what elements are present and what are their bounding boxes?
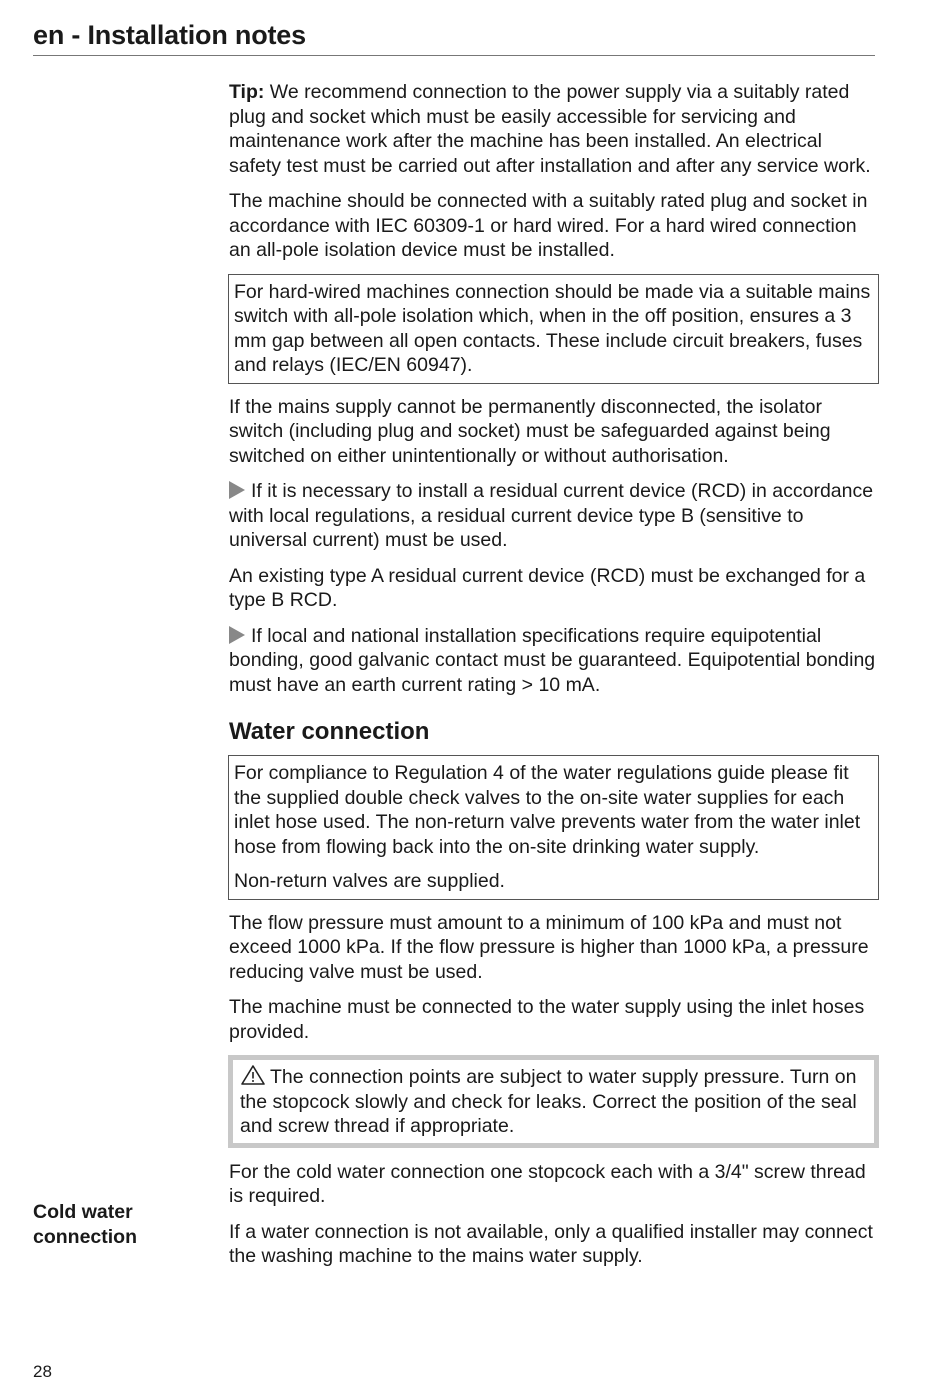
- arrow-icon: [229, 481, 245, 499]
- cold-water-side-label: Cold water connection: [33, 1201, 138, 1248]
- main-content: [229, 80, 879, 1280]
- tip-label: Tip:: [229, 81, 265, 103]
- connection-paragraph: The machine should be connected with a suitably rated plug and socket in accordance with IEC 60309-1 or hard wired. For a hard wired connection an all-pole isolation device must be installed.: [229, 190, 868, 261]
- warning-box: [228, 1055, 879, 1148]
- arrow-icon: [229, 626, 245, 644]
- isolator-paragraph: If the mains supply cannot be permanently disconnected, the isolator switch (including plug and socket) must be safeguarded against being switched on either unintentionally or without authorisation.: [229, 395, 831, 467]
- hardwired-note-box: [228, 274, 879, 384]
- warning-text: The connection points are subject to water supply pressure. Turn on the stopcock slowly and check for leaks. Correct the position of the seal and screw thread if appropriate.: [240, 1066, 857, 1137]
- page-number: 28: [33, 1362, 52, 1381]
- page-header: [33, 20, 875, 56]
- warning-triangle-icon: [240, 1064, 266, 1086]
- hoses-paragraph: The machine must be connected to the water supply using the inlet hoses provided.: [229, 996, 865, 1043]
- water-connection-heading: Water connection: [229, 718, 430, 745]
- regulation-note-text: For compliance to Regulation 4 of the water regulations guide please fit the supplied double check valves to the on-site water supplies for each inlet hose used. The non-return valve prevents water from the water inlet hose from flowing back into the on-site drinking water supply.: [234, 762, 861, 858]
- regulation-note-box: [228, 755, 879, 900]
- tip-text: We recommend connection to the power supply via a suitably rated plug and socket which must be easily accessible for servicing and maintenance work after the machine has been installed. An electrical safety test must be carried out after installation and after any service work.: [229, 81, 871, 177]
- rcd-text: If it is necessary to install a residual current device (RCD) in accordance with local regulations, a residual current device type B (sensitive to universal current) must be used.: [229, 480, 874, 551]
- bonding-paragraph: [229, 624, 879, 698]
- tip-paragraph: [229, 80, 879, 178]
- page-title: en - Installation notes: [33, 20, 306, 50]
- installer-paragraph: If a water connection is not available, only a qualified installer may connect the washing machine to the mains water supply.: [229, 1220, 873, 1267]
- cold-water-paragraph: For the cold water connection one stopcock each with a 3/4" screw thread is required.: [229, 1160, 866, 1207]
- non-return-valves-note: Non-return valves are supplied.: [234, 870, 505, 892]
- pressure-paragraph: The flow pressure must amount to a minimum of 100 kPa and must not exceed 1000 kPa. If the flow pressure is higher than 1000 kPa, a pressure reducing valve must be used.: [229, 911, 869, 983]
- bonding-text: If local and national installation specifications require equipotential bonding, good galvanic contact must be guaranteed. Equipotential bonding must have an earth current rating > 10 mA.: [229, 624, 876, 696]
- hardwired-note-text: For hard-wired machines connection should be made via a suitable mains switch with all-pole isolation which, when in the off position, ensures a 3 mm gap between all open contacts. These include circuit breakers, fuses and relays (IEC/EN 60947).: [234, 280, 871, 376]
- rcd-paragraph: [229, 479, 879, 553]
- rcd-exchange-paragraph: An existing type A residual current device (RCD) must be exchanged for a type B RCD.: [229, 564, 866, 611]
